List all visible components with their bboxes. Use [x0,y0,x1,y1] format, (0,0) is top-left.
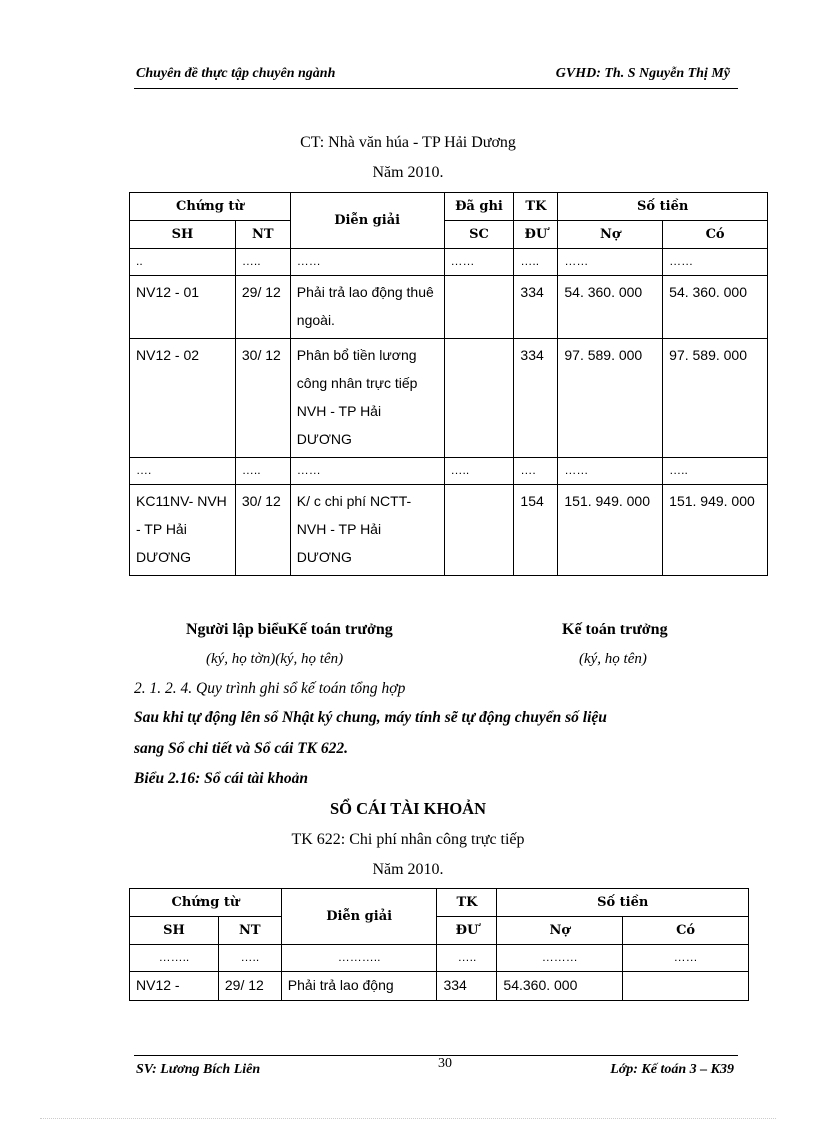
col-du: ĐƯ [437,917,497,945]
cell-da-ghi [444,276,514,339]
section-heading: 2. 1. 2. 4. Quy trình ghi sổ kế toán tổng hợp [134,680,406,697]
cell-no: 54.360. 000 [497,972,623,1001]
col-tk: TK [437,889,497,917]
cell-nt: 30/ 12 [235,339,290,458]
cell-nt: 29/ 12 [235,276,290,339]
cell-no: ……… [497,945,623,972]
cell-no: 97. 589. 000 [558,339,663,458]
col-no: Nợ [558,221,663,249]
table-row [130,276,768,339]
cell-nt: ….. [235,249,290,276]
cell-no: 151. 949. 000 [558,485,663,576]
cell-nt: 29/ 12 [218,972,281,1001]
cell-nt: ….. [218,945,281,972]
table-row [130,485,768,576]
col-so-tien: Số tiền [558,193,768,221]
col-da-ghi: Đã ghi [444,193,514,221]
footer-class: Lớp: Kế toán 3 – K39 [610,1062,734,1077]
cell-nt: ….. [235,458,290,485]
page-header [134,66,738,89]
col-chung-tu: Chứng từ [130,193,291,221]
cell-no: …… [558,249,663,276]
cell-da-ghi [444,485,514,576]
cell-no: …… [558,458,663,485]
col-tk: TK [514,193,558,221]
table-row [130,249,768,276]
section-body-line1: Sau khi tự động lên sổ Nhật ký chung, máy tính sẽ tự động chuyển số liệu [134,709,607,726]
cell-co: 97. 589. 000 [663,339,768,458]
ledger-subtitle: TK 622: Chi phí nhân công trực tiếp [291,831,525,848]
table-row [130,972,749,1001]
col-so-tien: Số tiền [497,889,749,917]
cell-dien-giai: K/ c chi phí NCTT- NVH - TP Hải DƯƠNG [290,485,444,576]
cell-sh: .. [130,249,236,276]
cell-co: 54. 360. 000 [663,276,768,339]
ledger-title: SỔ CÁI TÀI KHOẢN [329,799,487,818]
col-sh: SH [130,221,236,249]
cell-co: 151. 949. 000 [663,485,768,576]
cell-dien-giai: Phải trả lao động [281,972,437,1001]
ledger-year: Năm 2010. [372,861,444,878]
cell-co: …… [623,945,749,972]
col-sc: SC [444,221,514,249]
footer-student: SV: Lương Bích Liên [136,1062,261,1077]
page-footer [134,1055,738,1082]
col-co: Có [623,917,749,945]
page-number: 30 [438,1056,452,1071]
cell-sh: NV12 - [130,972,219,1001]
cell-sh: …….. [130,945,219,972]
cell-dien-giai: Phải trả lao động thuê ngoài. [290,276,444,339]
cell-sh: KC11NV- NVH - TP Hải DƯƠNG [130,485,236,576]
signature-left-sub: (ký, họ tờn)(ký, họ tên) [206,651,344,667]
table-row [130,945,749,972]
table-row [130,458,768,485]
table1-title: CT: Nhà văn húa - TP Hải Dương [300,134,516,151]
col-co: Có [663,221,768,249]
col-sh: SH [130,917,219,945]
cell-dien-giai: …… [290,458,444,485]
header-right: GVHD: Th. S Nguyễn Thị Mỹ [555,66,730,81]
cell-da-ghi: …… [444,249,514,276]
cell-tk: 334 [437,972,497,1001]
col-dien-giai: Diễn giải [290,193,444,249]
cell-dien-giai: …… [290,249,444,276]
cell-co: …… [663,249,768,276]
cell-da-ghi [444,339,514,458]
col-dien-giai: Diễn giải [281,889,437,945]
col-no: Nợ [497,917,623,945]
cell-co [623,972,749,1001]
cell-no: 54. 360. 000 [558,276,663,339]
ledger-table [129,888,749,1001]
signature-right-title: Kế toán trưởng [562,621,668,638]
cell-nt: 30/ 12 [235,485,290,576]
cell-sh: …. [130,458,236,485]
cell-dien-giai: ……….. [281,945,437,972]
table1-year: Năm 2010. [372,164,444,181]
col-nt: NT [218,917,281,945]
header-left: Chuyên đề thực tập chuyên ngành [136,66,336,81]
cell-tk: 334 [514,339,558,458]
cell-sh: NV12 - 01 [130,276,236,339]
page-edge-divider [40,1118,776,1119]
journal-table [129,192,768,576]
cell-dien-giai: Phân bổ tiền lương công nhân trực tiếp NVH - TP Hải DƯƠNG [290,339,444,458]
cell-tk: ….. [437,945,497,972]
cell-tk: 154 [514,485,558,576]
col-du: ĐƯ [514,221,558,249]
cell-da-ghi: ….. [444,458,514,485]
signature-right-sub: (ký, họ tên) [579,651,647,667]
figure-caption: Biểu 2.16: Sổ cái tài khoản [134,770,308,787]
cell-tk: …. [514,458,558,485]
cell-co: ….. [663,458,768,485]
col-nt: NT [235,221,290,249]
signature-left-title: Người lập biểuKế toán trưởng [186,621,393,638]
cell-tk: 334 [514,276,558,339]
table-row [130,339,768,458]
cell-sh: NV12 - 02 [130,339,236,458]
col-chung-tu: Chứng từ [130,889,282,917]
cell-tk: ….. [514,249,558,276]
section-body-line2: sang Sổ chi tiết và Sổ cái TK 622. [134,740,348,757]
